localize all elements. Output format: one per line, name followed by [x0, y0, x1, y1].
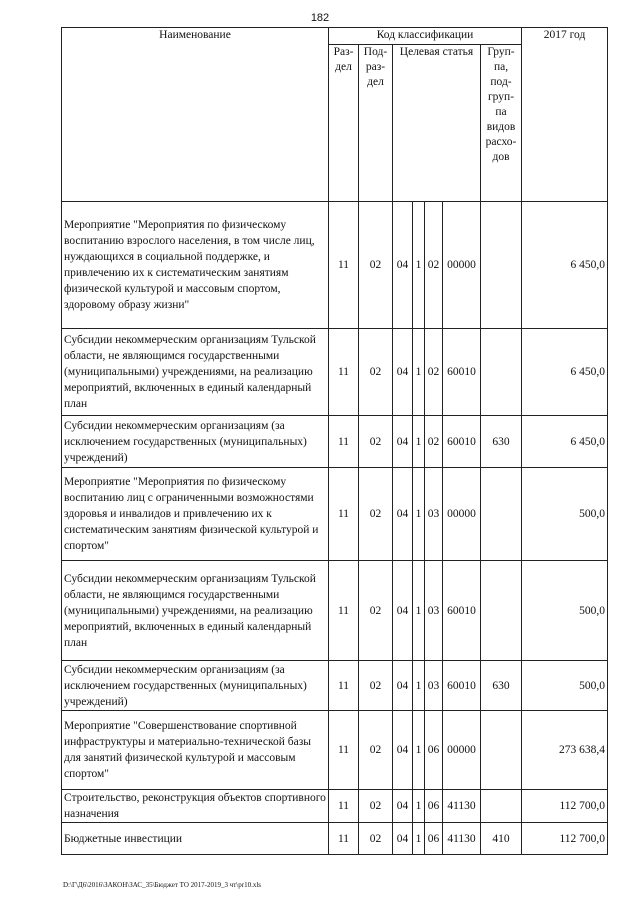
- row-target-subprogram: 1: [413, 711, 425, 790]
- row-amount: 6 450,0: [522, 202, 608, 329]
- row-target-direction: 60010: [443, 416, 481, 468]
- row-target-program: 04: [393, 661, 413, 711]
- row-subsection: 02: [359, 468, 393, 561]
- row-target-program: 04: [393, 416, 413, 468]
- row-amount: 112 700,0: [522, 823, 608, 855]
- row-subsection: 02: [359, 561, 393, 661]
- row-section: 11: [329, 468, 359, 561]
- row-expense-group: [481, 329, 522, 416]
- row-name: Субсидии некоммерческим организациям Тульской области, не являющимся государственными (муниципальными) учреждениями, на реализацию мероприятий, включенных в единый календарный план: [62, 561, 329, 661]
- row-target-direction: 60010: [443, 561, 481, 661]
- row-target-program: 04: [393, 202, 413, 329]
- row-target-program: 04: [393, 468, 413, 561]
- table-row: [62, 329, 608, 416]
- row-expense-group: [481, 711, 522, 790]
- table-row: [62, 416, 608, 468]
- row-target-event: 02: [425, 202, 443, 329]
- row-section: 11: [329, 202, 359, 329]
- header-name: Наименование: [62, 28, 329, 202]
- row-target-direction: 00000: [443, 202, 481, 329]
- row-target-subprogram: 1: [413, 468, 425, 561]
- row-section: 11: [329, 823, 359, 855]
- row-target-program: 04: [393, 561, 413, 661]
- row-amount: 500,0: [522, 661, 608, 711]
- row-name: Мероприятие "Совершенствование спортивной инфраструктуры и материально-технической базы для занятий физической культурой и массовым спортом": [62, 711, 329, 790]
- row-amount: 112 700,0: [522, 790, 608, 823]
- row-expense-group: [481, 790, 522, 823]
- row-amount: 273 638,4: [522, 711, 608, 790]
- header-year: 2017 год: [522, 28, 608, 202]
- row-target-direction: 00000: [443, 468, 481, 561]
- row-target-subprogram: 1: [413, 561, 425, 661]
- row-target-event: 03: [425, 661, 443, 711]
- row-target-direction: 60010: [443, 661, 481, 711]
- row-target-direction: 41130: [443, 790, 481, 823]
- row-amount: 500,0: [522, 561, 608, 661]
- row-target-direction: 00000: [443, 711, 481, 790]
- row-expense-group: 630: [481, 661, 522, 711]
- row-subsection: 02: [359, 416, 393, 468]
- row-section: 11: [329, 790, 359, 823]
- row-target-subprogram: 1: [413, 661, 425, 711]
- row-section: 11: [329, 661, 359, 711]
- row-target-subprogram: 1: [413, 823, 425, 855]
- budget-table: [61, 27, 608, 855]
- row-name: Субсидии некоммерческим организациям Тульской области, не являющимся государственными (муниципальными) учреждениями, на реализацию мероприятий, включенных в единый календарный план: [62, 329, 329, 416]
- table-row: [62, 790, 608, 823]
- row-target-program: 04: [393, 790, 413, 823]
- row-target-direction: 60010: [443, 329, 481, 416]
- row-name: Мероприятие "Мероприятия по физическому воспитанию взрослого населения, в том числе лиц, нуждающихся в социальной поддержке, и привлечению их к систематическим занятиям физической культурой и массовым спортом, здоровому образу жизни": [62, 202, 329, 329]
- row-subsection: 02: [359, 711, 393, 790]
- row-target-subprogram: 1: [413, 329, 425, 416]
- table-body: [62, 202, 608, 855]
- row-expense-group: 410: [481, 823, 522, 855]
- row-target-event: 06: [425, 823, 443, 855]
- table-row: [62, 561, 608, 661]
- row-subsection: 02: [359, 202, 393, 329]
- row-target-subprogram: 1: [413, 416, 425, 468]
- row-target-event: 06: [425, 711, 443, 790]
- row-expense-group: 630: [481, 416, 522, 468]
- row-target-program: 04: [393, 329, 413, 416]
- row-subsection: 02: [359, 329, 393, 416]
- row-section: 11: [329, 416, 359, 468]
- header-subsection: Под- раз- дел: [359, 45, 393, 202]
- row-subsection: 02: [359, 661, 393, 711]
- row-amount: 6 450,0: [522, 329, 608, 416]
- row-target-event: 03: [425, 561, 443, 661]
- row-target-event: 02: [425, 329, 443, 416]
- row-name: Строительство, реконструкция объектов спортивного назначения: [62, 790, 329, 823]
- row-section: 11: [329, 329, 359, 416]
- header-group: Груп- па, под- груп- па видов расхо- дов: [481, 45, 522, 202]
- row-subsection: 02: [359, 823, 393, 855]
- table-row: [62, 202, 608, 329]
- row-target-subprogram: 1: [413, 790, 425, 823]
- row-expense-group: [481, 468, 522, 561]
- header-section: Раз- дел: [329, 45, 359, 202]
- row-target-event: 03: [425, 468, 443, 561]
- row-amount: 500,0: [522, 468, 608, 561]
- row-expense-group: [481, 561, 522, 661]
- header-target: Целевая статья: [393, 45, 481, 202]
- row-target-program: 04: [393, 823, 413, 855]
- row-target-event: 06: [425, 790, 443, 823]
- row-amount: 6 450,0: [522, 416, 608, 468]
- row-target-subprogram: 1: [413, 202, 425, 329]
- row-expense-group: [481, 202, 522, 329]
- table-row: [62, 468, 608, 561]
- row-section: 11: [329, 711, 359, 790]
- row-target-direction: 41130: [443, 823, 481, 855]
- row-section: 11: [329, 561, 359, 661]
- page-number: 182: [310, 12, 330, 24]
- table-row: [62, 661, 608, 711]
- row-name: Бюджетные инвестиции: [62, 823, 329, 855]
- table-row: [62, 711, 608, 790]
- row-name: Мероприятие "Мероприятия по физическому воспитанию лиц с ограниченными возможностями здоровья и инвалидов и привлечению их к систематическим занятиям физической культурой и спортом": [62, 468, 329, 561]
- row-name: Субсидии некоммерческим организациям (за исключением государственных (муниципальных) учреждений): [62, 416, 329, 468]
- file-path: D:\Г\Д6\2016\ЗАКОН\ЗАС_35\Бюджет ТО 2017-2019_3 чт\pr10.xls: [63, 881, 261, 889]
- table-row: [62, 823, 608, 855]
- row-target-program: 04: [393, 711, 413, 790]
- row-name: Субсидии некоммерческим организациям (за исключением государственных (муниципальных) учреждений): [62, 661, 329, 711]
- row-target-event: 02: [425, 416, 443, 468]
- row-subsection: 02: [359, 790, 393, 823]
- header-code: Код классификации: [329, 28, 522, 45]
